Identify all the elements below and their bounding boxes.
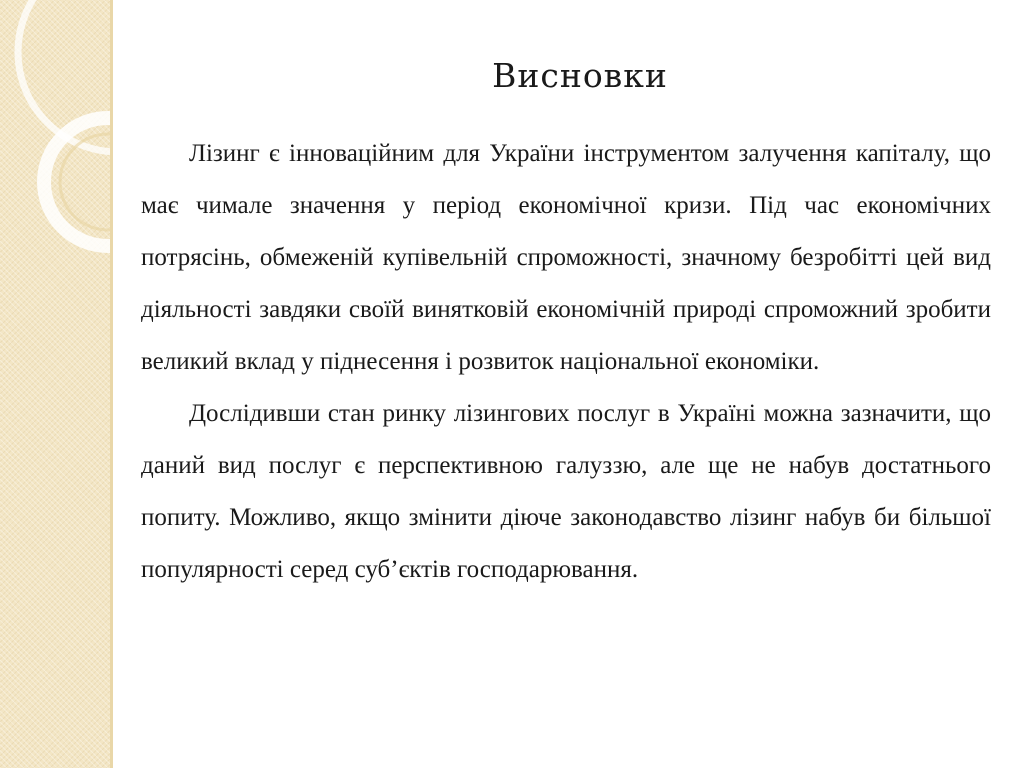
slide-title: Висновки [492,56,668,95]
slide-body [141,128,991,596]
decorative-side-panel [0,0,113,768]
side-panel-edge [110,0,113,768]
paragraph-2: Дослідивши стан ринку лізингових послуг в Україні можна зазначити, що даний вид послуг є перспективною галуззю, але ще не набув достатнього попиту. Можливо, якщо змінити діюче законодавство лізинг набув би більшої популярності серед суб’єктів господарювання. [141,400,991,583]
decorative-rings-graphic [0,0,113,768]
paragraph-1: Лізинг є інноваційним для України інструментом залучення капіталу, що має чимале значення у період економічної кризи. Під час економічних потрясінь, обмеженій купівельній спроможності, значному безробітті цей вид діяльності завдяки своїй винятковій економічній природі спроможний зробити великий вклад у піднесення і розвиток національної економіки. [141,140,991,375]
decorative-ring-medium [44,118,113,246]
